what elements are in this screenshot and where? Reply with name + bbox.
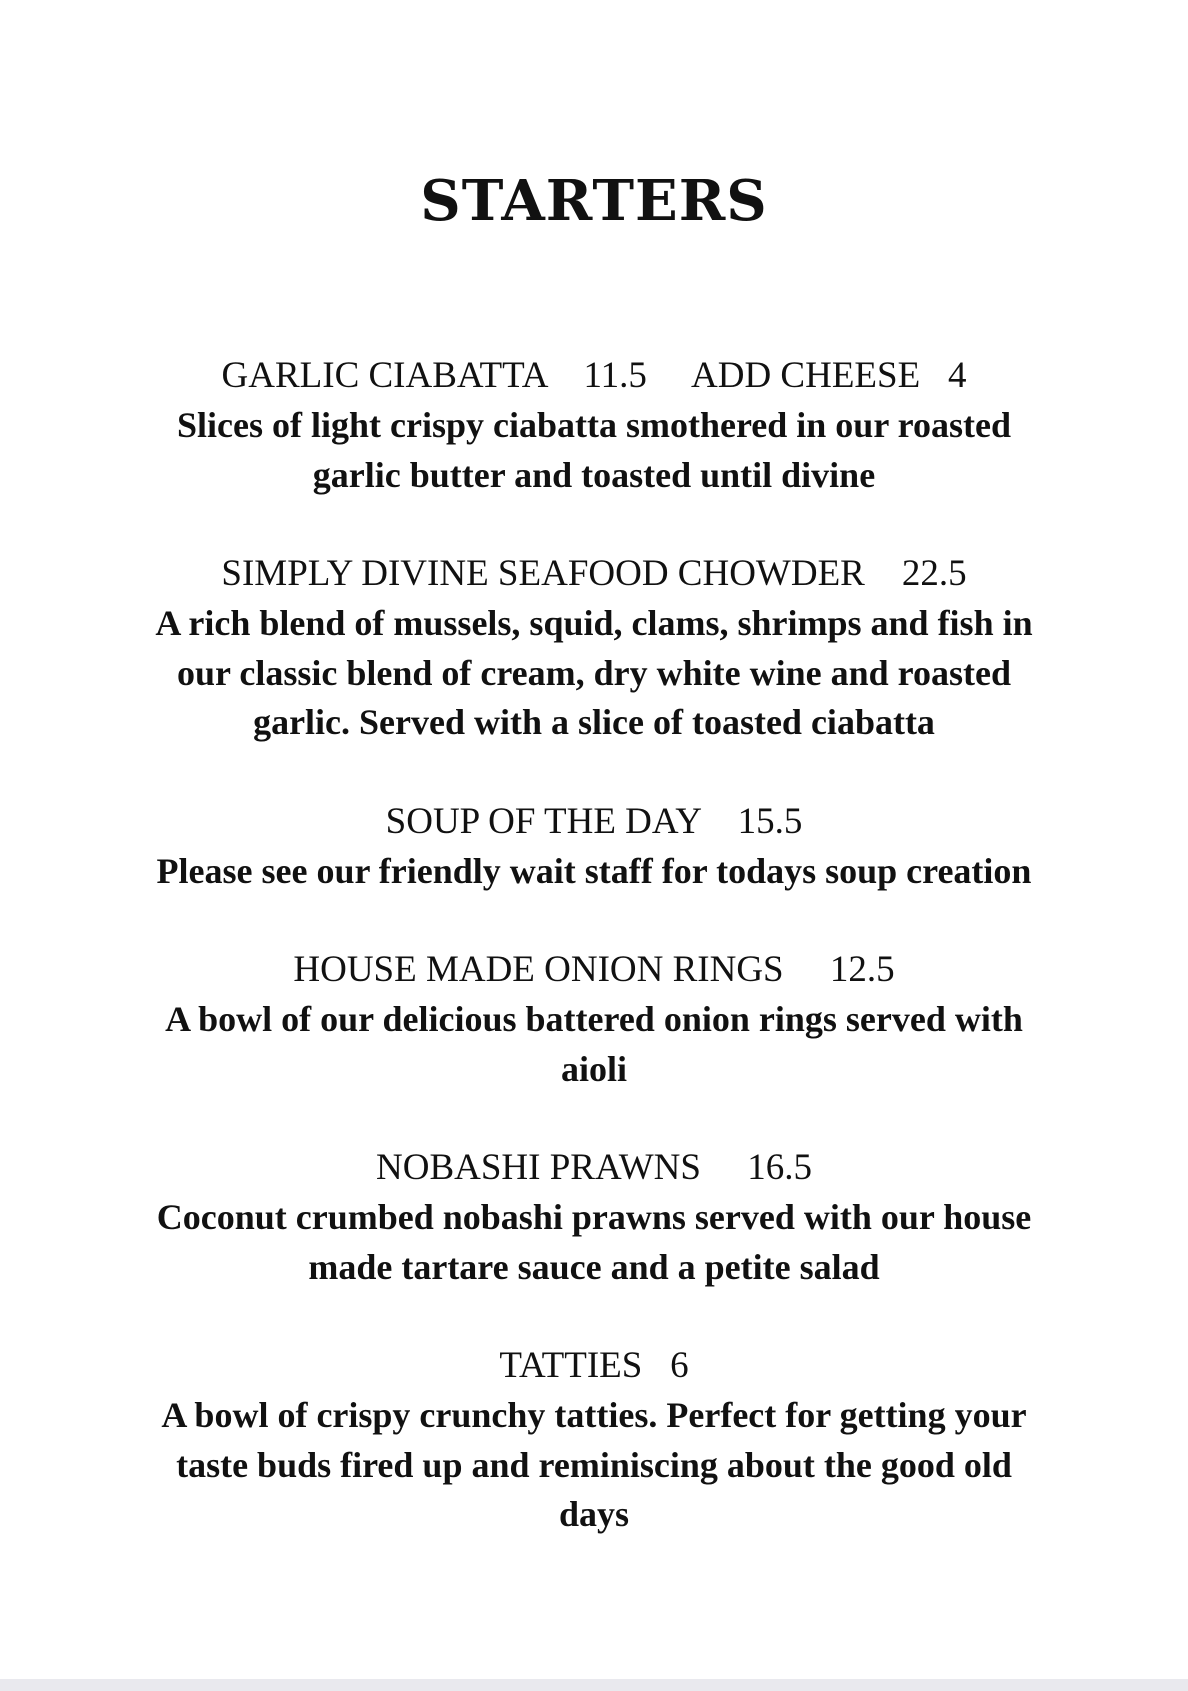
menu-item-header: SIMPLY DIVINE SEAFOOD CHOWDER 22.5	[221, 553, 967, 594]
page-bottom-edge	[0, 1679, 1188, 1691]
menu-title: STARTERS	[420, 168, 768, 234]
menu-item	[139, 797, 1049, 897]
menu-items	[0, 351, 1188, 1540]
menu-item-description: Please see our friendly wait staff for todays soup creation	[156, 850, 1032, 891]
menu-item-description: Coconut crumbed nobashi prawns served with our house made tartare sauce and a petite salad	[156, 1197, 1032, 1287]
menu-item-description: A bowl of our delicious battered onion rings served with aioli	[165, 999, 1023, 1089]
menu-item-header: GARLIC CIABATTA 11.5 ADD CHEESE 4	[221, 355, 967, 396]
menu-item	[139, 1341, 1049, 1540]
menu-item-description: A bowl of crispy crunchy tatties. Perfect for getting your taste buds fired up and reminiscing about the good old days	[161, 1395, 1027, 1534]
menu-item-header: HOUSE MADE ONION RINGS 12.5	[293, 949, 895, 990]
menu-item-header: NOBASHI PRAWNS 16.5	[376, 1147, 812, 1188]
menu-item-header: TATTIES 6	[499, 1345, 689, 1386]
menu-item-description: A rich blend of mussels, squid, clams, shrimps and fish in our classic blend of cream, dry white wine and roasted garlic. Served with a slice of toasted ciabatta	[155, 603, 1033, 742]
menu-item-header: SOUP OF THE DAY 15.5	[385, 800, 803, 842]
menu-item	[139, 549, 1049, 748]
menu-item	[139, 351, 1049, 500]
menu-item	[139, 945, 1049, 1094]
menu-item-description: Slices of light crispy ciabatta smothered in our roasted garlic butter and toasted until divine	[177, 405, 1011, 495]
menu-item	[139, 1143, 1049, 1292]
